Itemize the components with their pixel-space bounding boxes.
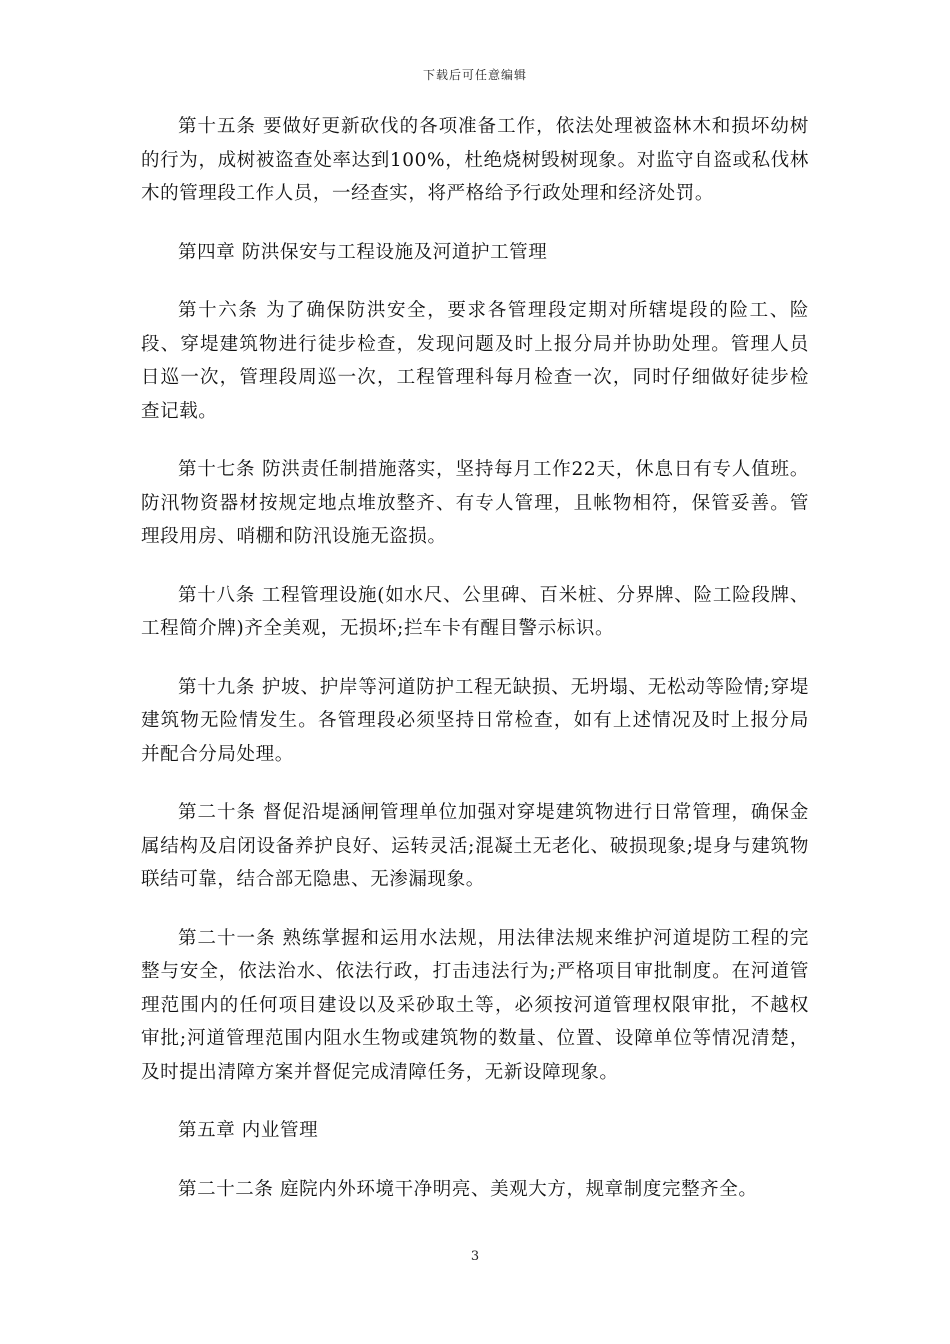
article-15: 第十五条 要做好更新砍伐的各项准备工作，依法处理被盗林木和损坏幼树的行为，成树被盗查处率达到100%，杜绝烧树毁树现象。对监守自盗或私伐林木的管理段工作人员，一经查实，将严格给予行政处理和经济处罚。 (141, 116, 809, 204)
document-body (141, 110, 809, 1231)
article-17: 第十七条 防洪责任制措施落实，坚持每月工作22天，休息日有专人值班。防汛物资器材按规定地点堆放整齐、有专人管理，且帐物相符，保管妥善。管理段用房、哨棚和防汛设施无盗损。 (141, 459, 809, 547)
article-19: 第十九条 护坡、护岸等河道防护工程无缺损、无坍塌、无松动等险情;穿堤建筑物无险情发生。各管理段必须坚持日常检查，如有上述情况及时上报分局并配合分局处理。 (141, 676, 809, 765)
article-21: 第二十一条 熟练掌握和运用水法规，用法律法规来维护河道堤防工程的完整与安全，依法治水、依法行政，打击违法行为;严格项目审批制度。在河道管理范围内的任何项目建设以及采砂取土等，必须按河道管理权限审批，不越权审批;河道管理范围内阻水生物或建筑物的数量、位置、设障单位等情况清楚，及时提出清障方案并督促完成清障任务，无新设障现象。 (141, 927, 809, 1083)
article-16: 第十六条 为了确保防洪安全，要求各管理段定期对所辖堤段的险工、险段、穿堤建筑物进行徒步检查，发现问题及时上报分局并协助处理。管理人员日巡一次，管理段周巡一次，工程管理科每月检查一次，同时仔细做好徒步检查记载。 (141, 300, 809, 422)
page-number: 3 (470, 1249, 480, 1264)
page-header: 下载后可任意编辑 (422, 68, 527, 82)
article-18: 第十八条 工程管理设施(如水尺、公里碑、百米桩、分界牌、险工险段牌、工程简介牌)齐全美观，无损坏;拦车卡有醒目警示标识。 (141, 584, 809, 639)
chapter-5-heading: 第五章 内业管理 (178, 1120, 319, 1141)
article-20: 第二十条 督促沿堤涵闸管理单位加强对穿堤建筑物进行日常管理，确保金属结构及启闭设备养护良好、运转灵活;混凝土无老化、破损现象;堤身与建筑物联结可靠，结合部无隐患、无渗漏现象。 (141, 802, 809, 890)
chapter-4-heading: 第四章 防洪保安与工程设施及河道护工管理 (178, 241, 548, 263)
article-22: 第二十二条 庭院内外环境干净明亮、美观大方，规章制度完整齐全。 (178, 1178, 758, 1200)
